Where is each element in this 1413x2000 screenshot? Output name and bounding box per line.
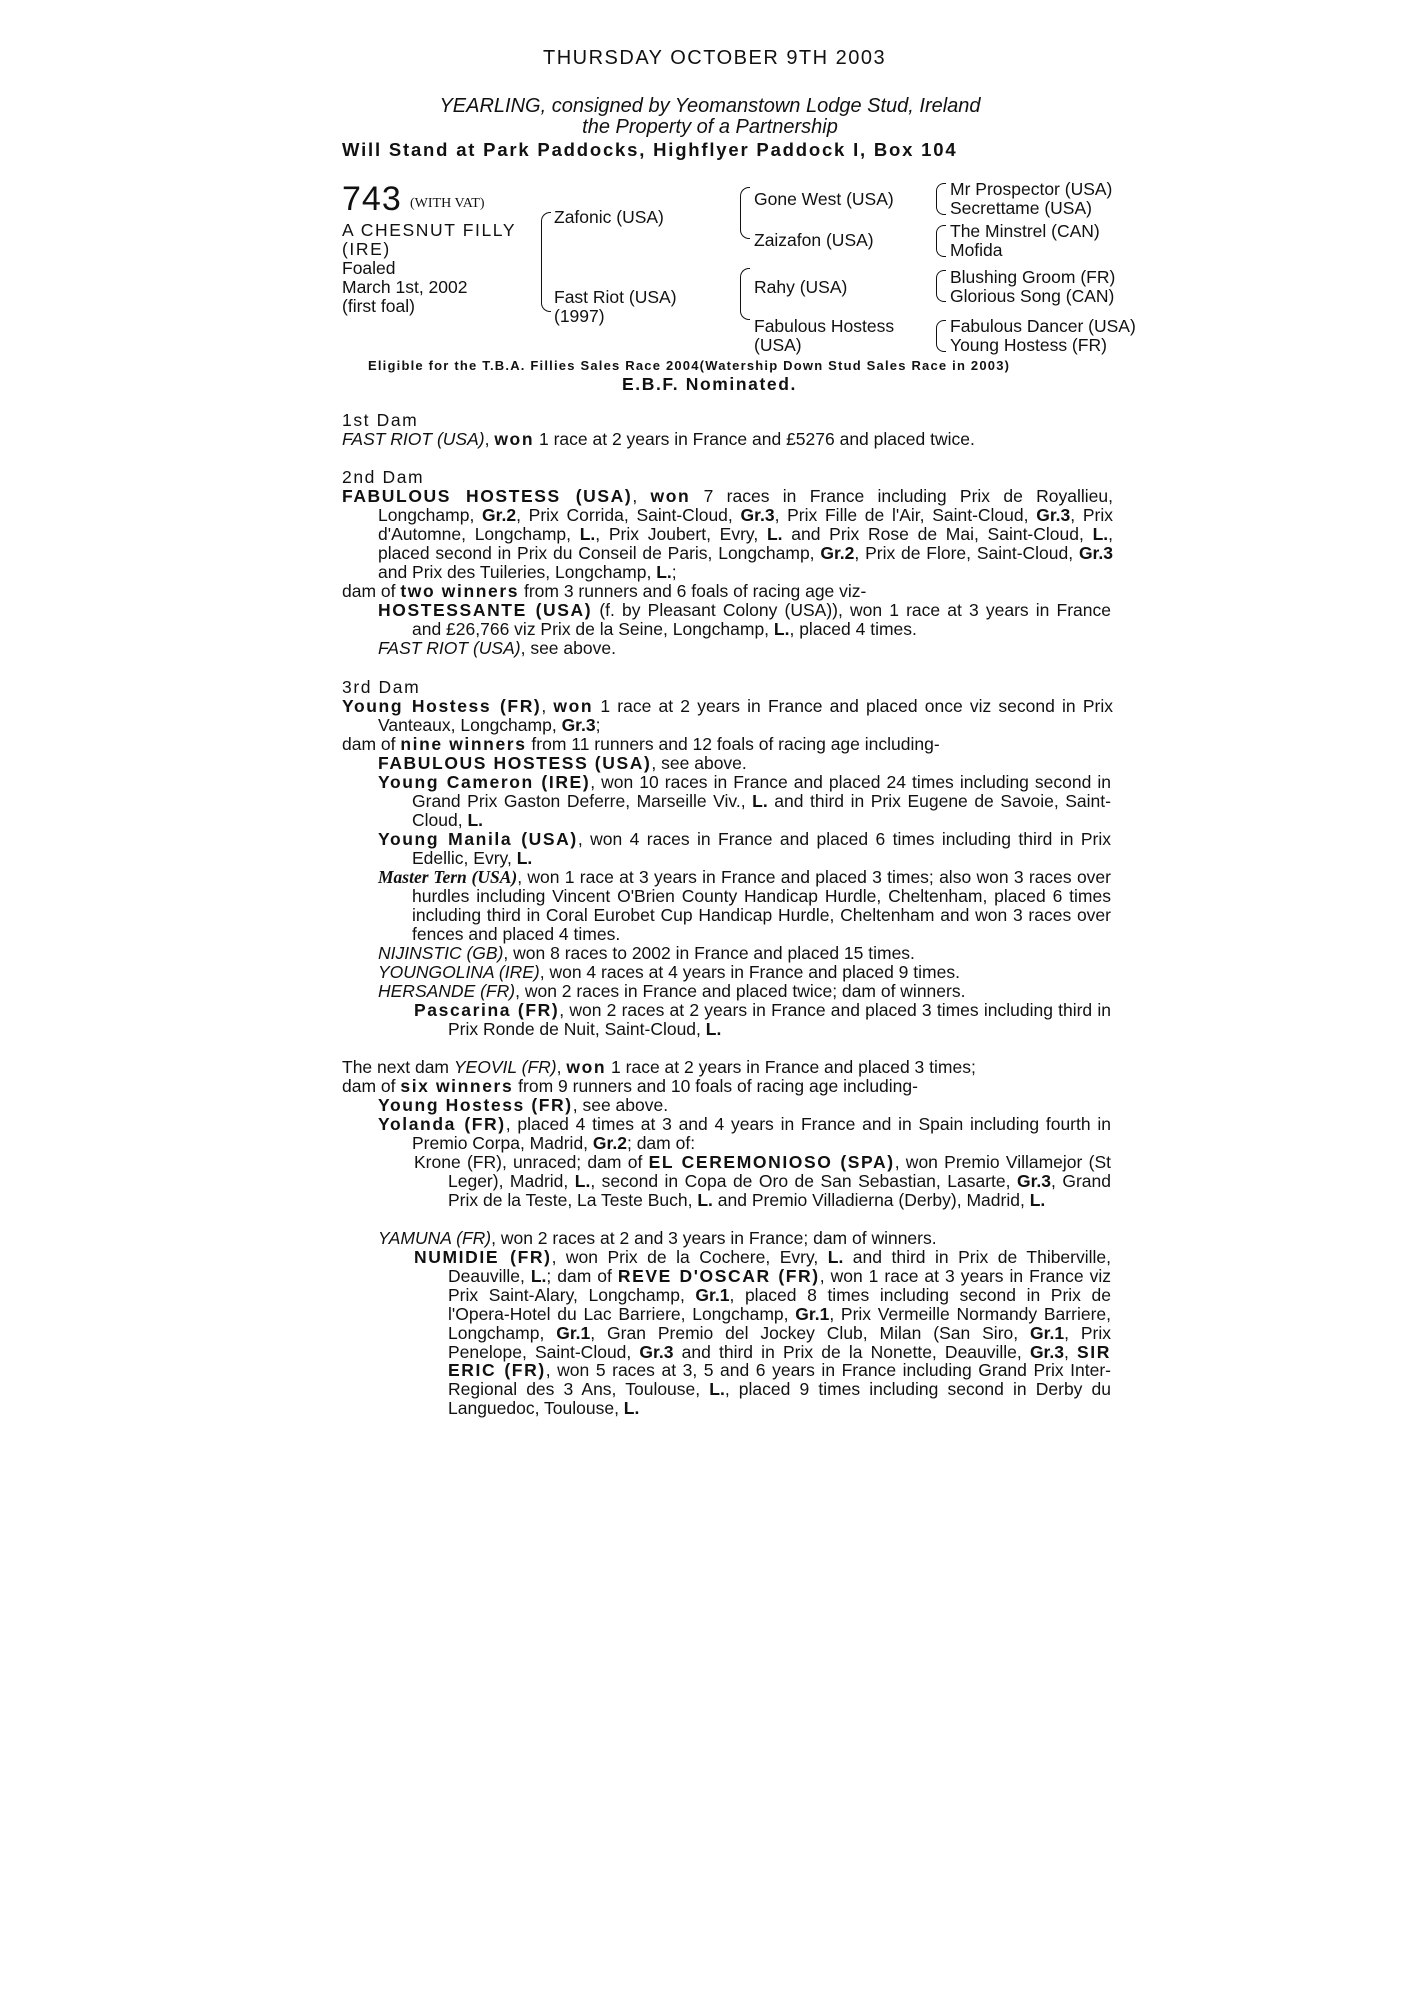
produce-master-tern: Master Tern (USA), won 1 race at 3 years in France and placed 3 times; also won 3 races over hurdles including Vincent O'Brien County Handicap Hurdle, Cheltenham, placed 6 times including third in Coral Eurobet Cup Handicap Hurdle, Cheltenham and won 3 races over fences and placed 4 times. [378,867,1111,944]
pedigree-ggs-7: Fabulous Dancer (USA) [950,316,1136,336]
produce-yolanda: Yolanda (FR), placed 4 times at 3 and 4 years in France and in Spain including fourth in Premio Corpa, Madrid, Gr.2; dam of: [378,1114,1111,1153]
pedigree-ggs-3: The Minstrel (CAN) [950,221,1100,241]
pedigree-dam: Fast Riot (USA) [554,287,677,307]
foaled-label: Foaled [342,258,396,278]
pedigree-ggs-1: Mr Prospector (USA) [950,179,1113,199]
pedigree-grandsire-1: Gone West (USA) [754,189,894,209]
produce-yamuna: YAMUNA (FR), won 2 races at 2 and 3 years in France; dam of winners. [378,1228,937,1248]
property-line: the Property of a Partnership [582,116,838,138]
produce-fast-riot: FAST RIOT (USA), see above. [378,638,616,658]
pedigree-bracket-ggs-4 [936,320,946,352]
next-dam-produce: dam of six winners from 9 runners and 10 foals of racing age including- [342,1076,918,1096]
pedigree-ggs-8: Young Hostess (FR) [950,335,1107,355]
pedigree-bracket-ggs-3 [936,270,946,302]
second-dam-text: FABULOUS HOSTESS (USA), won 7 races in France including Prix de Royallieu, Longchamp, Gr.2, Prix Corrida, Saint-Cloud, Gr.3, Prix Fille de l'Air, Saint-Cloud, Gr.3, Prix d'Automne, Longchamp, L., Prix Joubert, Evry, L. and Prix Rose de Mai, Saint-Cloud, L., placed second in Prix du Conseil de Paris, Longchamp, Gr.2, Prix de Flore, Saint-Cloud, Gr.3 and Prix des Tuileries, Longchamp, L.; [342,486,1113,582]
pedigree-bracket-dam [740,268,750,320]
produce-fabulous-hostess: FABULOUS HOSTESS (USA), see above. [378,753,747,773]
produce-young-hostess: Young Hostess (FR), see above. [378,1095,669,1115]
pedigree-granddam-2-country: (USA) [754,335,802,355]
produce-youngolina: YOUNGOLINA (IRE), won 4 races at 4 years in France and placed 9 times. [378,962,960,982]
pedigree-bracket-sire [740,187,750,239]
pedigree-ggs-5: Blushing Groom (FR) [950,267,1116,287]
lot-number: 743 [342,180,402,218]
next-dam-text: The next dam YEOVIL (FR), won 1 race at 2 years in France and placed 3 times; [342,1057,976,1077]
ebf-note: E.B.F. Nominated. [622,374,797,394]
pedigree-ggs-2: Secrettame (USA) [950,198,1092,218]
third-dam-produce: dam of nine winners from 11 runners and 12 foals of racing age including- [342,734,940,754]
produce-hersande: HERSANDE (FR), won 2 races in France and placed twice; dam of winners. [378,981,966,1001]
lot-description-country: (IRE) [342,239,391,259]
second-dam-produce: dam of two winners from 3 runners and 6 foals of racing age viz- [342,581,867,601]
pedigree-ggs-4: Mofida [950,240,1003,260]
pedigree-granddam-1: Zaizafon (USA) [754,230,874,250]
produce-pascarina: Pascarina (FR), won 2 races at 2 years in France and placed 3 times including third in Prix Ronde de Nuit, Saint-Cloud, L. [414,1000,1111,1039]
foal-note: (first foal) [342,296,415,316]
location-line: Will Stand at Park Paddocks, Highflyer Paddock I, Box 104 [342,139,958,160]
produce-numidie: NUMIDIE (FR), won Prix de la Cochere, Evry, L. and third in Prix de Thiberville, Deauville, L.; dam of REVE D'OSCAR (FR), won 1 race at 3 years in France viz Prix Saint-Alary, Longchamp, Gr.1, placed 8 times including second in Prix de l'Opera-Hotel du Lac Barriere, Longchamp, Gr.1, Prix Vermeille Normandy Barriere, Longchamp, Gr.1, Gran Premio del Jockey Club, Milan (San Siro, Gr.1, Prix Penelope, Saint-Cloud, Gr.3 and third in Prix de la Nonette, Deauville, Gr.3, SIR ERIC (FR), won 5 races at 3, 5 and 6 years in France including Grand Prix Inter-Regional des 3 Ans, Toulouse, L., placed 9 times including second in Derby du Languedoc, Toulouse, L. [414,1247,1112,1419]
eligibility-note: Eligible for the T.B.A. Fillies Sales Race 2004(Watership Down Stud Sales Race in 2003) [368,358,1011,373]
produce-krone: Krone (FR), unraced; dam of EL CEREMONIOSO (SPA), won Premio Villamejor (St Leger), Madrid, L., second in Copa de Oro de San Sebastian, Lasarte, Gr.3, Grand Prix de la Teste, La Teste Buch, L. and Premio Villadierna (Derby), Madrid, L. [414,1152,1111,1210]
pedigree-bracket-ggs-2 [936,225,946,257]
produce-nijinstic: NIJINSTIC (GB), won 8 races to 2002 in France and placed 15 times. [378,943,915,963]
first-dam-text: FAST RIOT (USA), won 1 race at 2 years in France and £5276 and placed twice. [342,429,975,449]
produce-young-manila: Young Manila (USA), won 4 races in France and placed 6 times including third in Prix Edellic, Evry, L. [378,829,1111,868]
produce-hostessante: HOSTESSANTE (USA) (f. by Pleasant Colony (USA)), won 1 race at 3 years in France and £26,766 viz Prix de la Seine, Longchamp, L., placed 4 times. [378,600,1112,639]
pedigree-dam-year: (1997) [554,306,605,326]
pedigree-grandsire-2: Rahy (USA) [754,277,848,297]
foaled-date: March 1st, 2002 [342,277,468,297]
lot-description: A CHESNUT FILLY [342,220,517,240]
third-dam-title: 3rd Dam [342,677,421,697]
pedigree-bracket-main [541,212,551,312]
first-dam-title: 1st Dam [342,410,419,430]
second-dam-title: 2nd Dam [342,467,425,487]
third-dam-text: Young Hostess (FR), won 1 race at 2 years in France and placed once viz second in Prix Vanteaux, Longchamp, Gr.3; [342,696,1113,735]
consignor-line: YEARLING, consigned by Yeomanstown Lodge Stud, Ireland [439,95,981,117]
sale-date: THURSDAY OCTOBER 9TH 2003 [543,47,887,69]
vat-note: (WITH VAT) [410,196,485,211]
pedigree-sire: Zafonic (USA) [554,207,664,227]
pedigree-granddam-2: Fabulous Hostess [754,316,895,336]
pedigree-ggs-6: Glorious Song (CAN) [950,286,1115,306]
pedigree-bracket-ggs-1 [936,183,946,215]
produce-young-cameron: Young Cameron (IRE), won 10 races in France and placed 24 times including second in Grand Prix Gaston Deferre, Marseille Viv., L. and third in Prix Eugene de Savoie, Saint-Cloud, L. [378,772,1112,830]
